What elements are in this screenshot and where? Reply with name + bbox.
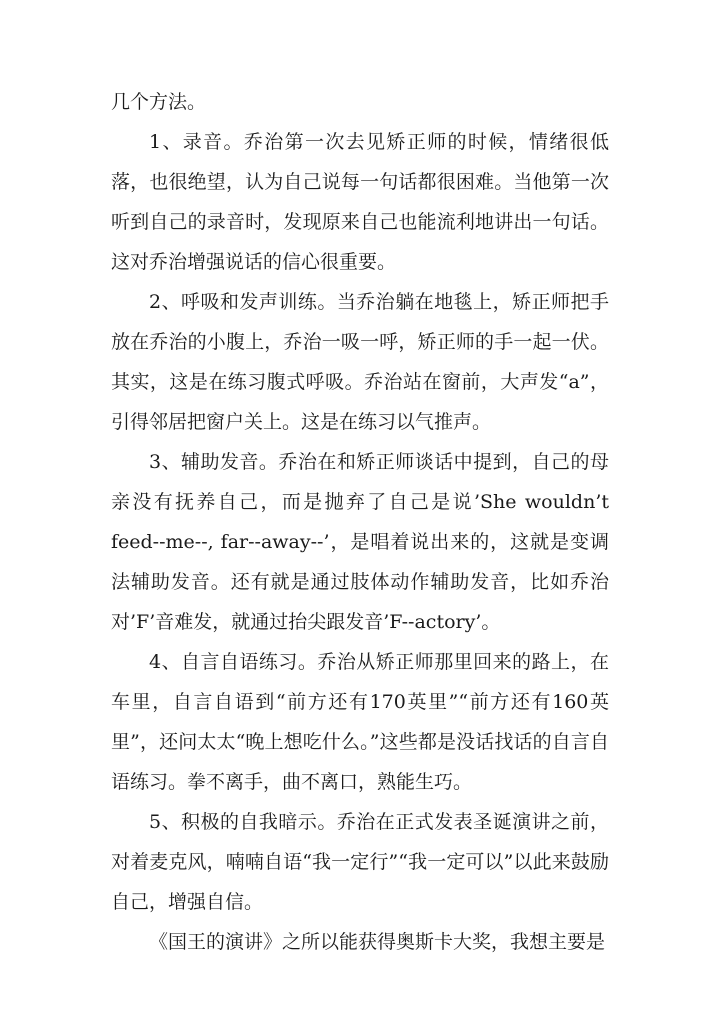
paragraph-method-assisted-pronunciation: 3、辅助发音。乔治在和矫正师谈话中提到，自己的母亲没有抚养自己，而是抛弃了自己是说’She wouldn’t feed--me--, far--away--’，是唱着说出来的，这就是变调法辅助发音。还有就是通过肢体动作辅助发音，比如乔治对’F’音难发，就通过抬尖跟发音’F--actory’。 xyxy=(111,451,609,633)
paragraph-method-self-talk: 4、自言自语练习。乔治从矫正师那里回来的路上，在车里，自言自语到“前方还有170英里”“前方还有160英里”，还问太太“晚上想吃什么。”这些都是没话找话的自言自语练习。拳不离手，曲不离口，熟能生巧。 xyxy=(111,651,609,793)
paragraph-method-breathing: 2、呼吸和发声训练。当乔治躺在地毯上，矫正师把手放在乔治的小腹上，乔治一吸一呼，矫正师的手一起一伏。其实，这是在练习腹式呼吸。乔治站在窗前，大声发“a”，引得邻居把窗户关上。这是在练习以气推声。 xyxy=(111,291,609,433)
paragraph-conclusion-fragment: 《国王的演讲》之所以能获得奥斯卡大奖，我想主要是 xyxy=(149,931,606,953)
paragraph-method-self-suggestion: 5、积极的自我暗示。乔治在正式发表圣诞演讲之前，对着麦克风，喃喃自语“我一定行”“我一定可以”以此来鼓励自己，增强自信。 xyxy=(111,811,609,913)
paragraph-intro-fragment: 几个方法。 xyxy=(111,91,207,113)
document-page xyxy=(111,82,609,962)
paragraph-method-recording: 1、录音。乔治第一次去见矫正师的时候，情绪很低落，也很绝望，认为自己说每一句话都很困难。当他第一次听到自己的录音时，发现原来自己也能流利地讲出一句话。这对乔治增强说话的信心很重要。 xyxy=(111,131,609,273)
